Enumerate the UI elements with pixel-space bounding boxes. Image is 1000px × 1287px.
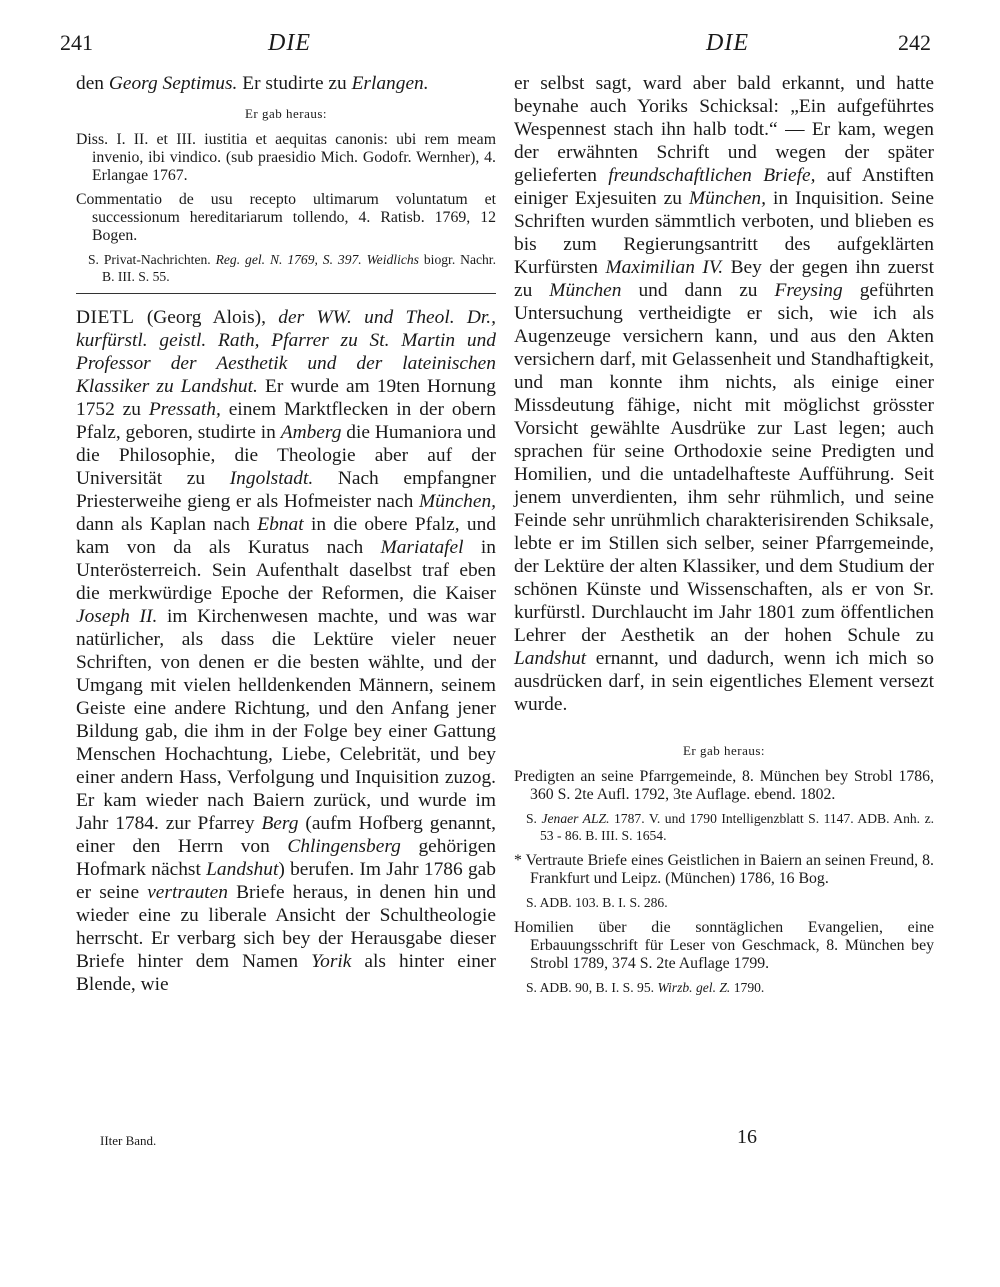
- text-run: ) berufen. Im Jahr 1786 gab er seine: [76, 859, 496, 903]
- italic-run: Amberg: [280, 422, 342, 443]
- source-reference: S. ADB. 103. B. I. S. 286.: [526, 895, 668, 910]
- italic-run: freundschaftlichen Briefe,: [608, 165, 816, 186]
- right-column: [514, 72, 934, 1004]
- bibliography-entry: Diss. I. II. et III. iustitia et aequitas canonis: ubi rem meam invenio, ibi vindico. (sub praesidio Mich. Godofr. Wernher), 4. Erlangae 1767.: [76, 131, 496, 184]
- section-heading: Er gab heraus:: [682, 743, 766, 758]
- italic-run: Weidlichs: [366, 252, 419, 267]
- text-run: auf Anstiften einiger Exjesuiten zu: [514, 165, 934, 209]
- text-run: biogr. Nachr. B. III. S. 55.: [102, 252, 496, 284]
- bibliography-entry: Predigten an seine Pfarrgemeinde, 8. München bey Strobl 1786, 360 S. 2te Aufl. 1792, 3te Auflage. ebend. 1802.: [514, 768, 934, 803]
- italic-run: Pressath,: [148, 399, 221, 420]
- text-run: Nach empfangner Priesterweihe gieng er als Hofmeister nach: [76, 468, 496, 512]
- source-reference: [514, 979, 934, 996]
- italic-run: Berg: [261, 813, 299, 834]
- italic-run: Wirzb. gel. Z.: [657, 980, 731, 995]
- sheet-signature: 16: [737, 1126, 757, 1148]
- source-reference: [514, 810, 934, 844]
- text-run: er selbst sagt, ward aber bald erkannt, und hatte beynahe auch Yoriks Schicksal: „Ein aufgeführtes Wespennest stach ihn halb todt.“ — Er kam, wegen der erwähnten Schrift und wegen der später gelieferten: [514, 73, 934, 186]
- italic-run: Georg Septimus.: [108, 73, 238, 94]
- text-run: S. ADB. 90, B. I. S. 95.: [526, 980, 658, 995]
- left-column: [76, 72, 496, 996]
- italic-run: Jenaer ALZ.: [541, 811, 610, 826]
- section-heading: Er gab heraus:: [244, 106, 328, 121]
- text-run: Briefe heraus, in denen hin und wieder eine zu liberale Ansicht der Schultheologie herrscht. Er verbarg sich bey der Herausgabe dieser Briefe hinter dem Namen: [76, 882, 496, 972]
- intro-paragraph: [76, 72, 496, 95]
- italic-run: München,: [419, 491, 496, 512]
- text-run: Er studirte zu: [237, 73, 352, 94]
- text-run: in die obere Pfalz, und kam von da als Kuratus nach: [76, 514, 496, 558]
- text-run: dann als Kaplan nach: [76, 514, 258, 535]
- italic-run: München: [549, 280, 622, 301]
- volume-signature: IIter Band.: [100, 1133, 157, 1148]
- text-run: geführten Untersuchung vertheidigte er sich, wie ich als Augenzeuge versichern kann, und aus den Akten versichern darf, mit Gelassenheit und Standhaftigkeit, und man konnte ihm nichts, als einige einer Missdeutung fähige, nicht mit möglichst grösster Vorsicht gewählte Ausdrüke zur Last legen; auch sprachen für seine Orthodoxie seine Predigten und Homilien, und die untadelhafteste Aufführung. Seit jenem unverdienten, ihm sehr rühmlich, und seine Feinde sehr unrühmlich charakterisirenden Schiksale, lebte er im Stillen sich selber, seiner Pfarrgemeinde, der Lektüre der alten Klassiker, und dem Studium der schönen Künste und Wissenschaften, als er von Sr. kurfürstl. Durchlaucht im Jahr 1801 zum öffentlichen Lehrer der Aesthetik an der hohen Schule zu: [514, 280, 934, 646]
- text-run: den: [76, 73, 109, 94]
- section-divider: [76, 293, 496, 294]
- italic-run: München,: [688, 188, 766, 209]
- text-run: (Georg Alois),: [134, 307, 279, 328]
- bibliography-entry: * Vertraute Briefe eines Geistlichen in Baiern an seinen Freund, 8. Frankfurt und Leipz. (München) 1786, 16 Bog.: [514, 852, 934, 887]
- text-run: 1790.: [730, 980, 765, 995]
- text-run: in Inquisition. Seine Schriften wurden sämmtlich verboten, und blieben es bis zum Regierungsantritt des aufgeklärten Kurfürsten: [514, 188, 934, 278]
- text-run: und dann zu: [621, 280, 775, 301]
- italic-run: Ebnat: [257, 514, 304, 535]
- right-running-title: DIE: [706, 30, 749, 56]
- text-run: Er wurde am 19ten Hornung 1752 zu: [76, 376, 496, 420]
- italic-run: Maximilian IV.: [605, 257, 724, 278]
- text-run: als hinter einer Blende, wie: [76, 951, 496, 995]
- italic-run: Joseph II.: [76, 606, 158, 627]
- right-page-number: 242: [898, 30, 931, 55]
- text-run: im Kirchenwesen machte, und was war natürlicher, als dass die Lektüre vieler neuer Schriften, von denen er die besten wählte, und der Umgang mit vielen helldenkenden Männern, seinem Geiste eine andere Richtung, und den Anfang jener Bildung gab, die ihm in der Folge bey einer Gattung Menschen Hochachtung, Liebe, Celebrität, und bey einer andern Hass, Verfolgung und Inquisition zuzog. Er kam wieder nach Baiern zurück, und wurde im Jahr 1784. zur Pfarrey: [76, 606, 496, 834]
- italic-run: Landshut: [514, 648, 587, 669]
- source-reference: [76, 251, 496, 285]
- italic-run: Mariatafel: [380, 537, 464, 558]
- italic-run: Yorik: [311, 951, 352, 972]
- italic-run: Ingolstadt.: [229, 468, 314, 489]
- italic-run: vertrauten: [147, 882, 228, 903]
- text-run: (aufm Hofberg genannt, einer den Herrn von: [76, 813, 496, 857]
- text-run: gehörigen Hofmark nächst: [76, 836, 496, 880]
- italic-run: Freysing: [774, 280, 843, 301]
- left-page-number: 241: [60, 30, 93, 55]
- biography-article-continued: [514, 72, 934, 716]
- text-run: in Unterösterreich. Sein Aufenthalt daselbst traf eben die merkwürdige Epoche der Reformen, die Kaiser: [76, 537, 496, 604]
- italic-run: Erlangen.: [351, 73, 429, 94]
- text-run: die Humaniora und die Philosophie, die Theologie aber auf der Universität zu: [76, 422, 496, 489]
- text-run: S. Privat-Nachrichten.: [88, 252, 216, 267]
- text-run: Bey der gegen ihn zuerst zu: [514, 257, 934, 301]
- text-run: einem Marktflecken in der obern Pfalz, geboren, studirte in: [76, 399, 496, 443]
- biography-article: [76, 306, 496, 996]
- italic-run: Chlingensberg: [287, 836, 401, 857]
- text-run: S.: [526, 811, 542, 826]
- bibliography-entry: Commentatio de usu recepto ultimarum voluntatum et successionum hereditariarum tollendo, 4. Ratisb. 1769, 12 Bogen.: [76, 191, 496, 244]
- italic-run: Reg. gel. N. 1769, S. 397.: [215, 252, 362, 267]
- bibliography-entry: Homilien über die sonntäglichen Evangelien, eine Erbauungsschrift für Leser von Geschmack, 8. München bey Strobl 1789, 374 S. 2te Auflage 1799.: [514, 919, 934, 972]
- text-run: ernannt, und dadurch, wenn ich mich so ausdrücken darf, in sein eigentliches Element versezt wurde.: [514, 648, 934, 715]
- italic-run: der WW. und Theol. Dr., kurfürstl. geistl. Rath, Pfarrer zu St. Martin und Professor der Aesthetik und der lateinischen Klassiker zu Landshut.: [76, 307, 496, 397]
- italic-run: Landshut: [206, 859, 279, 880]
- article-lemma: DIETL: [76, 307, 135, 328]
- left-running-title: DIE: [268, 30, 311, 56]
- text-run: 1787. V. und 1790 Intelligenzblatt S. 1147. ADB. Anh. z. 53 - 86. B. III. S. 1654.: [540, 811, 934, 843]
